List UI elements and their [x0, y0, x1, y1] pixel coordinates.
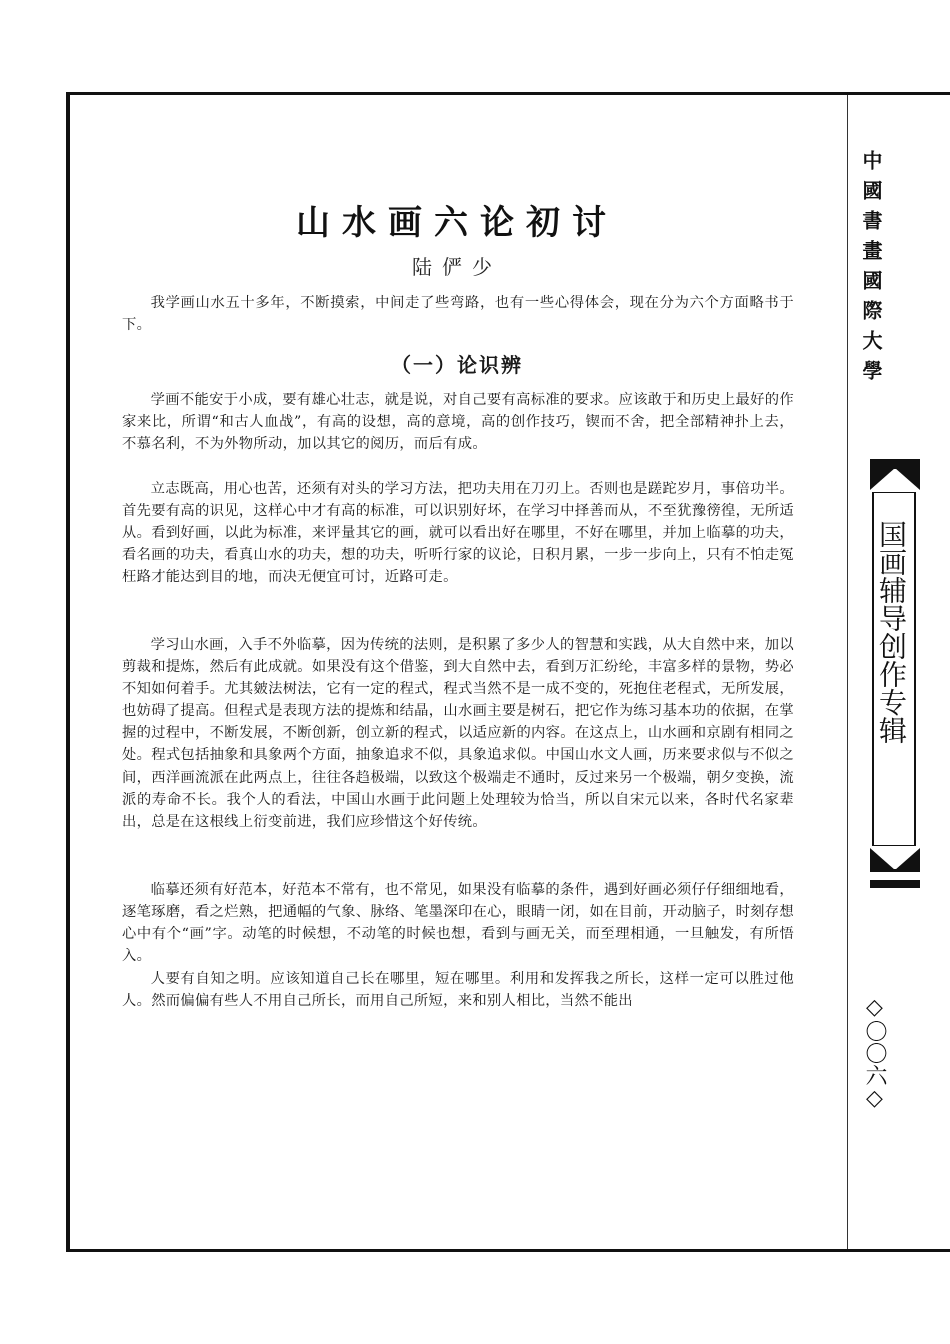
frame-top-border	[66, 92, 950, 95]
body-paragraph: 学习山水画，入手不外临摹，因为传统的法则，是积累了多少人的智慧和实践，从大自然中来，加以剪裁和提炼，然后有此成就。如果没有这个借鉴，到大自然中去，看到万汇纷纶，丰富多样的景物，势必不知如何着手。尤其皴法树法，它有一定的程式，程式当然不是一成不变的，死抱住老程式，无所发展，也妨碍了提高。但程式是表现方法的提炼和结晶，山水画主要是树石，把它作为练习基本功的依据，在掌握的过程中，不断发展，不断创新，创立新的程式，以适应新的内容。在这点上，山水画和京剧有相同之处。程式包括抽象和具象两个方面，抽象追求不似，具象追求似。中国山水文人画，历来要求似与不似之间，西洋画流派在此两点上，往往各趋极端，以致这个极端走不通时，反过来另一个极端，朝夕变换，流派的寿命不长。我个人的看法，中国山水画于此问题上处理较为恰当，所以自宋元以来，各时代名家辈出，总是在这根线上衍变前进，我们应珍惜这个好传统。	[122, 637, 794, 830]
page-number: ◇〇〇六◇	[862, 995, 887, 1111]
body-paragraph: 人要有自知之明。应该知道自己长在哪里，短在哪里。利用和发挥我之所长，这样一定可以胜过他人。然而偏偏有些人不用自己所长，而用自己所短，来和别人相比，当然不能出	[122, 971, 794, 1010]
section-banner-top-bar	[870, 459, 920, 467]
section-banner-bottom-cap	[870, 869, 920, 872]
body-paragraph: 学画不能安于小成，要有雄心壮志，就是说，对自己要有高标准的要求。应该敢于和历史上最好的作家来比，所谓“和古人血战”，有高的设想，高的意境，高的创作技巧，锲而不舍，把全部精神扑上去，不慕名利，不为外物所动，加以其它的阅历，而后有成。	[122, 392, 794, 453]
section-banner-top-arrow	[870, 468, 920, 490]
body-paragraph: 临摹还须有好范本，好范本不常有，也不常见，如果没有临摹的条件，遇到好画必须仔仔细细地看，逐笔琢磨，看之烂熟，把通幅的气象、脉络、笔墨深印在心，眼睛一闭，如在目前，开动脑子，时刻存想心中有个“画”字。动笔的时候想，不动笔的时候也想，看到与画无关，而至理相通，一旦触发，有所悟入。	[122, 882, 794, 965]
section-banner-bottom-arrow	[870, 848, 920, 870]
author-name: 陆俨少	[412, 255, 502, 279]
section-label: 国画辅导创作专辑	[875, 520, 908, 744]
article-title: 山水画六论初讨	[296, 203, 618, 243]
frame-bottom-border	[66, 1249, 950, 1252]
body-paragraph: 立志既高，用心也苦，还须有对头的学习方法，把功夫用在刀刃上。否则也是蹉跎岁月，事倍功半。首先要有高的识见，这样心中才有高的标准，可以识别好坏，在学习中择善而从，不至犹豫徬徨，无所适从。看到好画，以此为标准，来评量其它的画，就可以看出好在哪里，不好在哪里，并加上临摹的功夫，看名画的功夫，看真山水的功夫，想的功夫，听听行家的议论，日积月累，一步一步向上，只有不怕走冤枉路才能达到目的地，而决无便宜可讨，近路可走。	[122, 481, 794, 586]
section-banner-bottom-bar	[870, 880, 920, 888]
section-heading: （一）论识辨	[391, 353, 523, 377]
intro-paragraph: 我学画山水五十多年，不断摸索，中间走了些弯路，也有一些心得体会，现在分为六个方面略书于下。	[122, 295, 794, 334]
journal-title: 中國書畫國際大學	[859, 150, 883, 390]
